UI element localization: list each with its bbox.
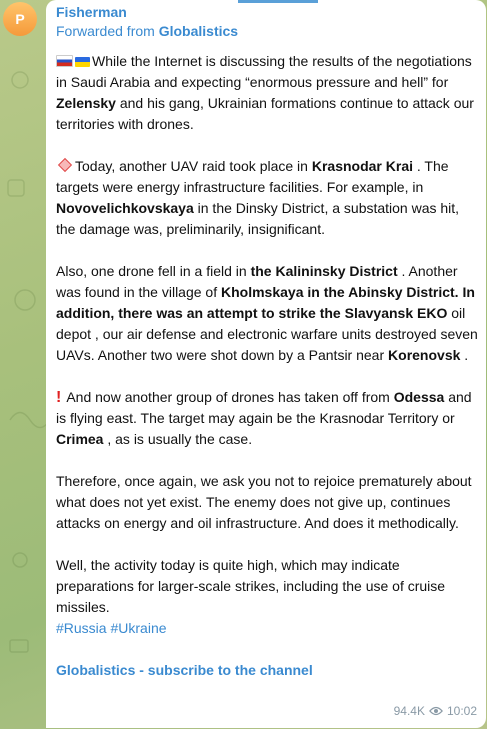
eye-icon xyxy=(429,706,443,716)
p3-bold-3: Korenovsk xyxy=(388,347,461,363)
bubble-top-accent xyxy=(238,0,318,3)
p4-text-2: and is flying east. The target may again be the Krasnodar Territory or xyxy=(56,389,472,426)
p2-bold-1: Krasnodar Krai xyxy=(311,158,413,174)
p4-text-1: And now another group of drones has taken off from xyxy=(66,389,394,405)
p3-bold-1: the Kalininsky District xyxy=(250,263,398,279)
p1-bold-1: Zelensky xyxy=(56,95,116,111)
message-text xyxy=(56,51,480,680)
p4-bold-1: Odessa xyxy=(393,389,445,405)
paragraph-1 xyxy=(56,51,480,135)
paragraph-4 xyxy=(56,387,480,450)
red-diamond-icon xyxy=(58,158,72,172)
p3-text-4: . xyxy=(460,347,469,363)
message-author[interactable]: Fisherman xyxy=(56,4,127,20)
p4-text-3: , as is usually the case. xyxy=(103,431,253,447)
paragraph-6: Well, the activity today is quite high, which may indicate preparations for larger-scale strikes, including the use of cruise missiles. xyxy=(56,557,446,615)
p2-text-2: . The targets were energy infrastructure facilities. For example, in xyxy=(56,158,449,195)
channel-avatar[interactable]: P xyxy=(3,2,37,36)
p3-text-1: Also, one drone fell in a field in xyxy=(56,263,251,279)
hashtags xyxy=(56,618,480,639)
p1-text-2: and his gang, Ukrainian formations continue to attack our territories with drones. xyxy=(56,95,474,132)
message-bubble xyxy=(46,0,486,728)
forwarded-source[interactable]: Globalistics xyxy=(158,23,239,39)
p3-bold-2: Kholmskaya in the Abinsky District. In addition, there was an attempt to strike the Slavyansk EKO xyxy=(56,284,475,321)
paragraph-2 xyxy=(56,156,480,240)
p4-bold-2: Crimea xyxy=(56,431,104,447)
p2-bold-2: Novovelichkovskaya xyxy=(56,200,194,216)
view-count: 94.4K xyxy=(393,704,425,718)
p1-text-1: While the Internet is discussing the results of the negotiations in Saudi Arabia and expecting “enormous pressure and hell” for xyxy=(56,53,472,90)
p3-text-3: oil depot , our air defense and electronic warfare units destroyed seven UAVs. Another two were shot down by a Pantsir near xyxy=(56,305,478,363)
hashtag-ukraine[interactable]: #Ukraine xyxy=(110,620,167,636)
message-footer xyxy=(394,704,477,718)
hashtag-russia[interactable]: #Russia xyxy=(56,620,107,636)
forwarded-prefix: Forwarded from xyxy=(56,23,159,39)
russia-flag-icon xyxy=(56,55,73,67)
message-time: 10:02 xyxy=(446,704,477,718)
p2-text-3: in the Dinsky District, a substation was hit, the damage was, preliminarily, insignificant. xyxy=(56,200,460,237)
exclamation-icon: ! xyxy=(56,389,62,406)
paragraph-5: Therefore, once again, we ask you not to rejoice prematurely about what does not yet exist. The enemy does not give up, continues attacks on energy and oil infrastructure. And does it methodically. xyxy=(56,473,472,531)
paragraph-3 xyxy=(56,261,480,366)
p2-text-1: Today, another UAV raid took place in xyxy=(75,158,312,174)
ukraine-flag-icon xyxy=(75,57,90,67)
p3-text-2: . Another was found in the village of xyxy=(56,263,458,300)
subscribe-link[interactable]: Globalistics - subscribe to the channel xyxy=(56,662,313,678)
forwarded-from[interactable] xyxy=(56,21,480,41)
